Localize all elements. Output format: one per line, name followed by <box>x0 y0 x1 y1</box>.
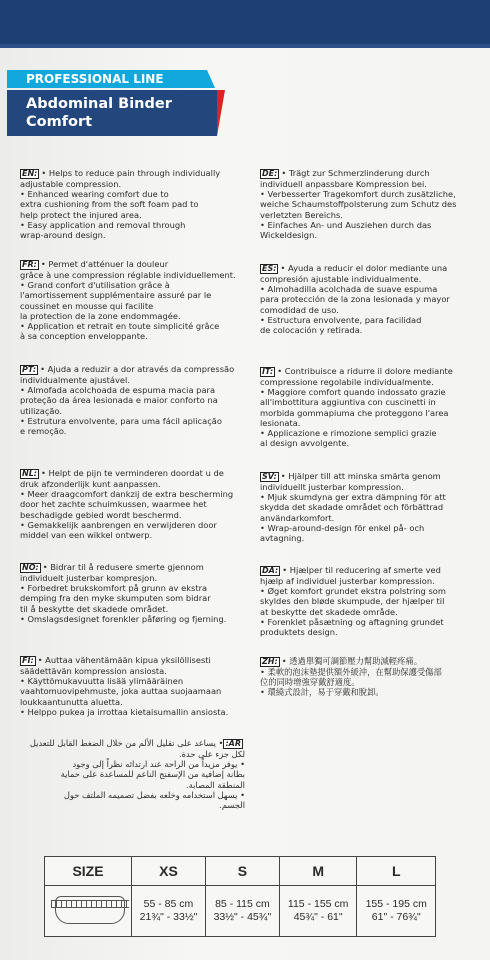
size-header-row <box>45 857 436 886</box>
product-title-line-1: Abdominal Binder <box>26 96 172 112</box>
language-code-da: DA: <box>262 566 279 575</box>
section-pt-line: • Estrutura envolvente, para uma fácil aplicação <box>20 415 222 426</box>
section-it-line: lesionata. <box>260 417 301 428</box>
size-s-range <box>205 886 279 937</box>
language-code-sv: SV: <box>262 472 277 481</box>
section-sv-first-line <box>260 471 446 482</box>
section-zh-first-line <box>260 656 442 667</box>
size-header: SIZE <box>45 857 132 886</box>
section-no-line: demping fra den myke skumputen som bidrar <box>20 593 211 604</box>
section-de <box>260 168 456 240</box>
section-fr-first-line <box>20 259 236 270</box>
size-xs-range <box>132 886 206 937</box>
section-en-line: adjustable compression. <box>20 179 122 189</box>
section-es-line: comodidad de uso. <box>260 304 339 315</box>
size-values-row <box>45 886 436 937</box>
section-zh-line: • 環繞式設計，易于穿戴和脫卸。 <box>260 687 384 698</box>
section-da <box>260 565 446 637</box>
section-da-line: skyldes den bløde skumpude, der hjælper til <box>260 596 445 607</box>
language-code-ar: AR: <box>225 739 241 748</box>
section-no-line: • Bidrar til å redusere smerte gjennom <box>42 562 204 572</box>
section-fi-line: • Helppo pukea ja irrottaa kietaisumallin ansiosta. <box>20 706 229 717</box>
section-de-line: • Einfaches An- und Ausziehen durch das <box>260 219 432 230</box>
section-sv-line: individuellt justerbar kompression. <box>260 482 404 492</box>
section-fr <box>20 259 236 341</box>
section-ar-line: • يوفر مزيداً من الراحة عند ارتدائه نظراً إلى وجود <box>72 759 245 770</box>
section-en-line: extra cushioning from the soft foam pad to <box>20 199 199 210</box>
section-da-line: produktets design. <box>260 627 338 638</box>
section-nl <box>20 468 233 540</box>
section-ar-line: • يساعد على تقليل الألم من خلال الضغط القابل للتعديل <box>29 738 224 748</box>
section-fr-line: la protection de la zone endommagée. <box>20 310 181 321</box>
section-no-line: • Forbedret brukskomfort på grunn av ekstra <box>20 583 208 594</box>
section-zh-line: • 柔軟的泡沫墊提供額外緩沖，在幫助保護受傷部 <box>260 667 442 677</box>
section-nl-line: middel van een wikkel ontwerp. <box>20 530 153 541</box>
section-nl-line: door het zachte schuimkussen, waarmee het <box>20 499 207 510</box>
section-ar-line: المنطقة المصابة. <box>186 779 245 790</box>
section-nl-line: • Meer draagcomfort dankzij de extra bescherming <box>20 489 234 500</box>
header-red-accent <box>217 90 225 136</box>
section-pt-line: • Ajuda a reduzir a dor através da compressão <box>40 364 235 374</box>
section-es <box>260 263 450 335</box>
section-it-line: • Applicazione e rimozione semplici grazie <box>260 428 437 439</box>
language-code-es: ES: <box>262 264 277 273</box>
size-xs-cm: 55 - 85 cm <box>143 898 194 910</box>
section-zh-line: • 透過單獨可調節壓力幫助減輕疼痛。 <box>281 656 422 666</box>
top-band-edge <box>0 44 490 48</box>
section-es-line: de colocación y retirada. <box>260 325 363 336</box>
section-nl-line: • Gemakkelijk aanbrengen en verwijderen door <box>20 519 217 530</box>
section-it-line: • Maggiore comfort quando indossato grazie <box>260 387 446 398</box>
section-it-line: • Contribuisce a ridurre il dolore mediante <box>277 366 453 376</box>
product-line-label: PROFESSIONAL LINE <box>7 70 207 88</box>
section-de-line: verletzten Bereichs. <box>260 209 343 220</box>
section-nl-line: druk afzonderlijk kunt aanpassen. <box>20 479 161 489</box>
language-code-no: NO: <box>22 563 39 572</box>
language-code-zh: ZH: <box>262 657 278 666</box>
section-sv <box>260 471 446 543</box>
section-en-line: wrap-around design. <box>20 230 106 241</box>
section-sv-line: • Wrap-around-design för enkel på- och <box>260 522 425 533</box>
section-en <box>20 168 220 240</box>
section-de-line: • Verbesserter Tragekomfort durch zusätzliche, <box>260 189 456 200</box>
size-header-xs: XS <box>132 857 206 886</box>
language-code-en: EN: <box>22 169 38 178</box>
section-da-line: at beskytte det skadede område. <box>260 606 398 617</box>
size-l-cm: 155 - 195 cm <box>365 898 427 910</box>
section-nl-first-line <box>20 468 233 479</box>
section-pt-line: utilização. <box>20 405 63 416</box>
section-ar-line: بطانة إضافية من الإسفنج الناعم للمساعدة على حماية <box>60 769 245 780</box>
section-en-line: • Helps to reduce pain through individually <box>41 168 221 178</box>
section-fr-line: coussinet en mousse qui facilite <box>20 300 154 311</box>
language-code-it: IT: <box>262 367 274 376</box>
section-en-line: • Enhanced wearing comfort due to <box>20 189 169 200</box>
product-title <box>7 90 217 136</box>
section-pt <box>20 364 234 436</box>
section-pt-line: proteção da área lesionada e maior conforto na <box>20 395 218 406</box>
size-xs-inch: 21¾" - 33½" <box>139 911 198 923</box>
section-es-first-line <box>260 263 450 274</box>
size-m-range <box>279 886 357 937</box>
section-pt-first-line <box>20 364 234 375</box>
section-es-line: para protección de la zona lesionada y mayor <box>260 294 450 305</box>
section-fi-line: loukkaantunutta aluetta. <box>20 696 123 707</box>
section-it-line: al design avvolgente. <box>260 438 350 449</box>
section-da-line: • Hjælper til reducering af smerte ved <box>282 565 441 575</box>
size-l-inch: 61" - 76¾" <box>371 911 421 923</box>
section-no-first-line <box>20 562 226 573</box>
section-fi <box>20 655 228 717</box>
section-nl-line: beschadigde gebied wordt beschermd. <box>20 509 182 520</box>
section-de-line: individuell anpassbare Kompression bei. <box>260 179 427 189</box>
size-l-range <box>357 886 436 937</box>
section-sv-line: avtagning. <box>260 533 305 544</box>
section-es-line: • Estructura envolvente, para facilidad <box>260 314 422 325</box>
product-title-line-2: Comfort <box>26 114 93 130</box>
section-fi-line: säädettävän kompression ansiosta. <box>20 666 167 676</box>
section-fi-line: • Auttaa vähentämään kipua yksilöllisesti <box>37 655 211 665</box>
section-da-line: • Forenklet påsætning og aftagning grundet <box>260 616 444 627</box>
section-pt-line: e remoção. <box>20 426 67 437</box>
section-pt-line: • Almofada acolchoada de espuma macia para <box>20 385 216 396</box>
section-da-line: • Øget komfort grundet ekstra polstring som <box>260 586 446 597</box>
section-nl-line: • Helpt de pijn te verminderen doordat u de <box>41 468 224 478</box>
section-de-first-line <box>260 168 456 179</box>
size-header-s: S <box>205 857 279 886</box>
size-s-inch: 33½" - 45¾" <box>213 911 272 923</box>
section-es-line: compresión ajustable individualmente. <box>260 274 422 284</box>
section-fi-line: • Käyttömukavuutta lisää ylimääräinen <box>20 676 184 687</box>
section-sv-line: användarkomfort. <box>260 512 335 523</box>
section-pt-line: individualmente ajustável. <box>20 375 130 385</box>
section-de-line: Wickeldesign. <box>260 230 317 241</box>
section-it-line: compressione regolabile individualmente. <box>260 377 434 387</box>
waist-measurement-diagram <box>45 886 132 937</box>
section-no <box>20 562 226 624</box>
section-no-line: • Omslagsdesignet forenkler påføring og fjerning. <box>20 613 227 624</box>
section-fr-line: l'amortissement supplémentaire assuré par le <box>20 290 212 301</box>
section-no-line: individuelt justerbar kompresjon. <box>20 573 158 583</box>
section-fr-line: grâce à une compression réglable individuellement. <box>20 270 236 280</box>
language-code-nl: NL: <box>22 469 37 478</box>
section-zh <box>260 656 442 698</box>
language-code-fr: FR: <box>22 260 37 269</box>
size-s-cm: 85 - 115 cm <box>215 898 270 910</box>
measuring-tape-icon <box>51 900 129 908</box>
section-da-line: hjælp af individuel justerbar kompression. <box>260 576 435 586</box>
header-accent <box>207 70 215 88</box>
section-ar-first-line <box>20 738 245 749</box>
size-header-m: M <box>279 857 357 886</box>
section-de-line: • Trägt zur Schmerzlinderung durch <box>281 168 430 178</box>
section-it-line: morbida gommapiuma che proteggono l'area <box>260 407 449 418</box>
section-no-line: til å beskytte det skadede området. <box>20 603 169 614</box>
section-ar-line: لكل جزء على حدة. <box>179 749 245 759</box>
size-table <box>44 856 436 937</box>
section-ar-line: • يسهل استخدامه وخلعه بفضل تصميمه الملتف حول <box>63 789 245 800</box>
section-it <box>260 366 453 448</box>
section-fr-line: • Grand confort d'utilisation grâce à <box>20 280 170 291</box>
section-ar <box>20 738 245 810</box>
section-zh-line: 位的同時增強穿戴舒適度。 <box>260 677 360 688</box>
section-da-first-line <box>260 565 446 576</box>
section-fr-line: à sa conception enveloppante. <box>20 331 148 342</box>
language-code-fi: FI: <box>22 656 34 665</box>
section-it-line: all'imbottitura aggiuntiva con cuscinetti in <box>260 397 436 408</box>
section-it-first-line <box>260 366 453 377</box>
section-en-line: help protect the injured area. <box>20 209 142 220</box>
section-es-line: • Almohadilla acolchada de suave espuma <box>260 284 438 295</box>
size-header-l: L <box>357 857 436 886</box>
section-fr-line: • Permet d'atténuer la douleur <box>40 259 169 269</box>
size-m-cm: 115 - 155 cm <box>287 898 349 910</box>
section-sv-line: • Hjälper till att minska smärta genom <box>280 471 441 481</box>
section-fr-line: • Application et retrait en toute simplicité grâce <box>20 321 220 332</box>
section-ar-line: الجسم. <box>219 800 245 811</box>
section-es-line: • Ayuda a reducir el dolor mediante una <box>280 263 448 273</box>
section-sv-line: • Mjuk skumdyna ger extra dämpning för att <box>260 492 446 503</box>
section-en-line: • Easy application and removal through <box>20 219 186 230</box>
section-en-first-line <box>20 168 220 179</box>
section-de-line: weiche Schaumstoffpolsterung zum Schutz des <box>260 199 457 210</box>
language-code-de: DE: <box>262 169 278 178</box>
section-fi-line: vaahtomuovipehmuste, joka auttaa suojaamaan <box>20 686 222 697</box>
language-code-pt: PT: <box>22 365 37 374</box>
top-color-band <box>0 0 490 44</box>
section-fi-first-line <box>20 655 228 666</box>
section-sv-line: skydda det skadade området och förbättrad <box>260 502 444 513</box>
size-m-inch: 45¾" - 61" <box>293 911 343 923</box>
